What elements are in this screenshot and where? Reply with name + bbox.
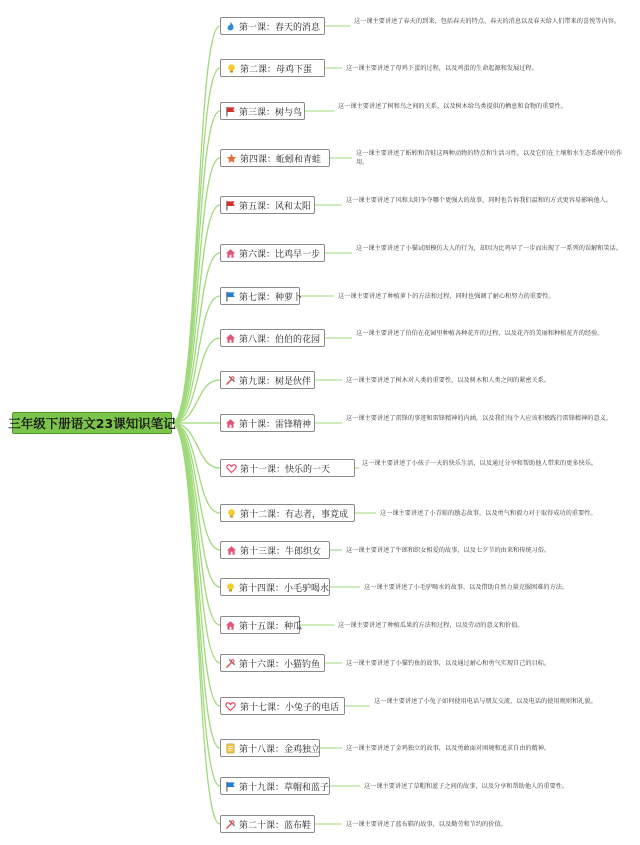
home-icon — [225, 417, 236, 429]
lesson-node[interactable] — [220, 697, 345, 715]
lesson-description: 这一课主要讲述了小孩子一天的快乐生活，以及通过分享和帮助他人带来的更多快乐。 — [362, 460, 598, 467]
heart-icon — [225, 462, 237, 474]
lesson-node[interactable] — [220, 244, 325, 262]
lesson-node[interactable] — [220, 504, 355, 522]
lesson-description: 这一课主要讲述了草帽和蓝子之间的故事，以及分享和帮助他人的重要性。 — [364, 782, 569, 790]
heart-icon — [225, 700, 237, 712]
lightbulb-icon — [225, 507, 237, 519]
lesson-description: 这一课主要讲述了风和太阳争夺哪个更强大的故事，同时也告诉我们温和的方式更容易影响他人。 — [346, 197, 613, 204]
lesson-node[interactable] — [220, 815, 315, 833]
lesson-label: 第十七课：小兔子的电话 — [239, 702, 339, 713]
lesson-node[interactable] — [220, 578, 330, 596]
blue-flag-icon — [225, 290, 236, 302]
lesson-label: 第七课：种萝卜 — [239, 292, 303, 303]
lesson-node[interactable] — [220, 17, 325, 35]
red-flag-icon — [225, 199, 236, 211]
lesson-label: 第十三课：牛郎织女 — [240, 546, 322, 557]
lesson-description: 这一课主要讲述了伯伯在花园里种植各种花卉的过程，以及花卉的美丽和种植花卉的经验。 — [356, 330, 604, 337]
lesson-node[interactable] — [220, 541, 330, 559]
lesson-label: 第十二课：有志者，事竟成 — [240, 509, 349, 520]
lesson-label: 第十九课：草帽和蓝子 — [239, 782, 330, 793]
lesson-node[interactable] — [220, 414, 315, 432]
star-icon — [225, 152, 237, 164]
lesson-description: 这一课主要讲述了小青蛙的励志故事，以及勇气和毅力对于取得成功的重要性。 — [380, 509, 597, 517]
lesson-description: 这一课主要讲述了树木对人类的重要性，以及树木和人类之间的紧密关系。 — [346, 376, 551, 384]
lesson-description: 这一课主要讲述了小猫钓鱼的故事，以及通过耐心和勇气实现自己的目标。 — [346, 659, 551, 667]
lesson-description: 这一课主要讲述了小毛驴喝水的故事，以及借助自然力量克服困难的方法。 — [364, 583, 569, 591]
lesson-node[interactable] — [220, 59, 325, 77]
lesson-node[interactable] — [220, 777, 330, 795]
lesson-label: 第十五课：种瓜 — [239, 621, 303, 632]
tools-icon — [225, 818, 236, 830]
lesson-label: 第八课：伯伯的花园 — [239, 334, 321, 345]
lesson-description: 这一课主要讲述了种植瓜果的方法和过程，以及劳动的意义和价值。 — [338, 621, 524, 629]
lesson-description: 这一课主要讲述了金鸡独立的故事，以及勇敢面对困境和追求自由的精神。 — [346, 744, 551, 752]
lesson-node[interactable] — [220, 739, 320, 757]
lesson-node[interactable] — [220, 654, 325, 672]
tools-icon — [225, 657, 236, 669]
lesson-description: 这一课主要讲述了蚯蚓和青蛙这两种动物的特点和生活习性，以及它们在土壤和水生态系统中的作用。 — [356, 150, 623, 166]
lightbulb-icon — [225, 62, 237, 74]
lesson-label: 第九课：树是伙伴 — [239, 376, 312, 387]
lesson-description: 这一课主要讲述了蓝布鞋的故事，以及勤劳和节约的价值。 — [346, 820, 507, 828]
home-icon — [225, 544, 237, 556]
home-icon — [225, 619, 236, 631]
lesson-label: 第十四课：小毛驴喝水 — [239, 583, 330, 594]
red-flag-icon — [225, 105, 236, 117]
tools-icon — [225, 374, 236, 386]
lesson-node[interactable] — [220, 196, 315, 214]
lesson-description: 这一课主要讲述了母鸡下蛋的过程，以及鸡蛋的生命起源和发展过程。 — [346, 64, 538, 72]
lesson-label: 第三课：树与鸟 — [239, 107, 303, 118]
root-topic[interactable] — [8, 412, 176, 434]
lesson-label: 第十课：雷锋精神 — [239, 419, 312, 430]
lightbulb-icon — [225, 581, 236, 593]
lesson-node[interactable] — [220, 149, 330, 167]
flame-icon — [225, 20, 236, 32]
lesson-node[interactable] — [220, 102, 305, 120]
root-title: 三年级下册语文23课知识笔记 — [8, 416, 176, 431]
lesson-description: 这一课主要讲述了小猫试图模仿大人的行为，却因为比鸡早了一步而出现了一系列的误解和笑话。 — [356, 245, 623, 252]
lesson-description: 这一课主要讲述了小兔子如何使用电话与朋友交流，以及电话的使用规则和礼貌。 — [374, 698, 597, 705]
home-icon — [225, 247, 236, 259]
home-icon — [225, 332, 236, 344]
lesson-label: 第十一课：快乐的一天 — [240, 464, 331, 475]
lesson-label: 第二课：母鸡下蛋 — [240, 64, 313, 75]
lesson-label: 第十八课：金鸡独立 — [239, 744, 321, 755]
lesson-label: 第六课：比鸡早一步 — [239, 249, 321, 260]
lesson-description: 这一课主要讲述了春天的到来，包括春天的特点、春天的消息以及春天给人们带来的喜悦等内容。 — [354, 18, 621, 25]
lesson-label: 第一课：春天的消息 — [239, 22, 321, 33]
lesson-label: 第十六课：小猫钓鱼 — [239, 659, 321, 670]
lesson-node[interactable] — [220, 287, 303, 305]
lesson-description: 这一课主要讲述了种植萝卜的方法和过程，同时也强调了耐心和努力的重要性。 — [338, 292, 555, 300]
blue-flag-icon — [225, 780, 236, 792]
lesson-description: 这一课主要讲述了雷锋的事迹和雷锋精神的内涵，以及我们每个人应该积极践行雷锋精神的意义。 — [346, 415, 613, 422]
lesson-node[interactable] — [220, 329, 325, 347]
lesson-description: 这一课主要讲述了树和鸟之间的关系，以及树木给鸟类提供的栖息和食物的重要性。 — [338, 103, 567, 110]
lesson-label: 第五课：风和太阳 — [239, 201, 312, 212]
lesson-description: 这一课主要讲述了牛郎和织女相爱的故事，以及七夕节的由来和传统习俗。 — [346, 546, 551, 554]
lesson-node[interactable] — [220, 371, 315, 389]
document-icon — [225, 742, 236, 754]
lesson-label: 第二十课：蓝布鞋 — [239, 820, 312, 831]
lesson-label: 第四课：蚯蚓和青蛙 — [240, 154, 322, 165]
lesson-node[interactable] — [220, 616, 303, 634]
lesson-node[interactable] — [220, 459, 355, 477]
